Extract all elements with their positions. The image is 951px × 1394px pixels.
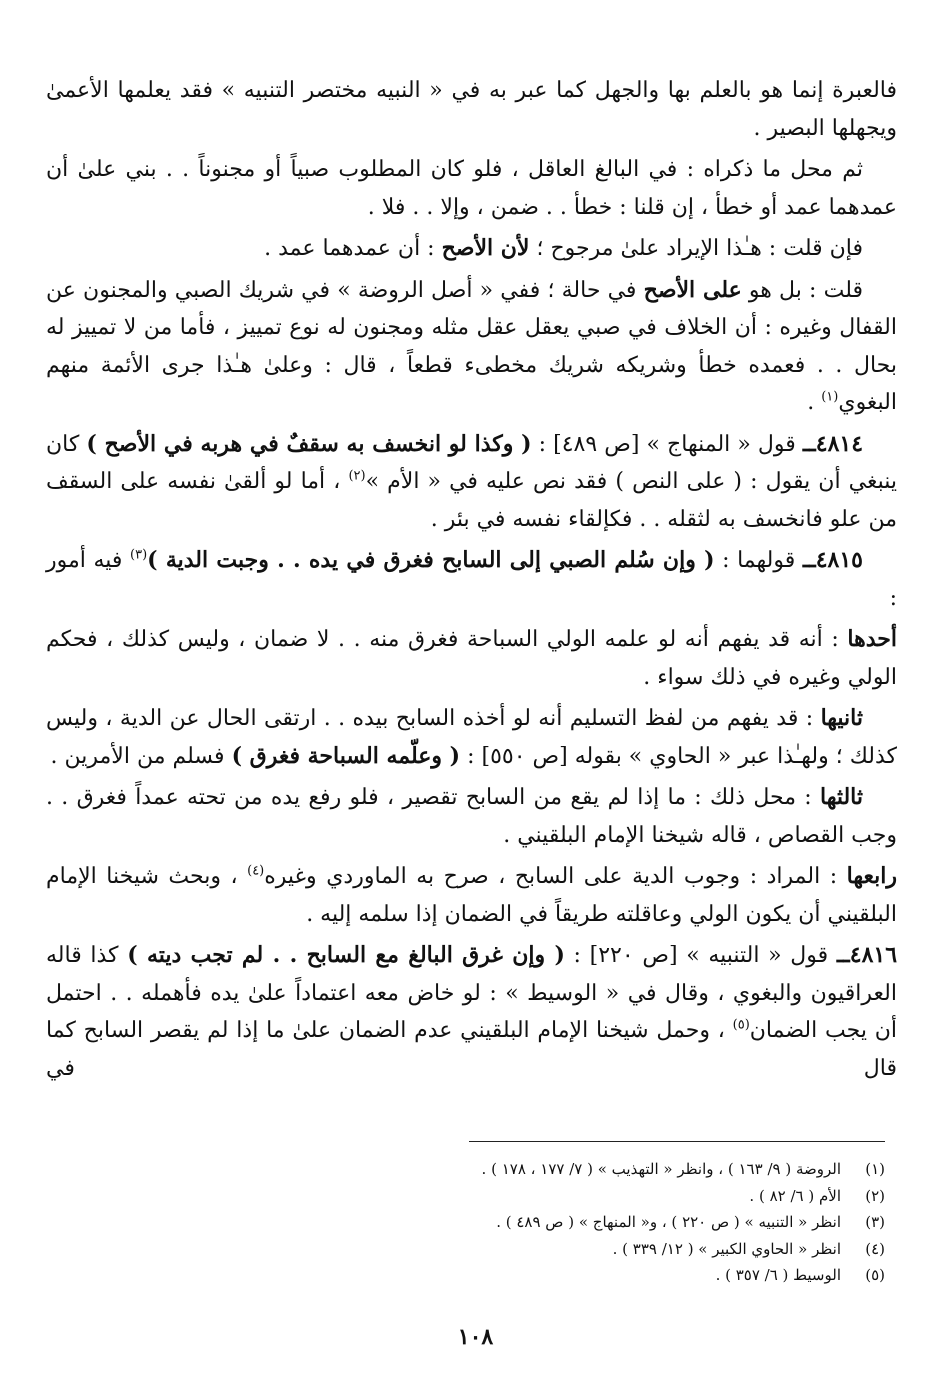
footnote-text: انظر « الحاوي الكبير » ( ١٢/ ٣٣٩ ) .	[612, 1239, 841, 1258]
footnote-text: الأم ( ٦/ ٨٢ ) .	[749, 1186, 841, 1205]
footnotes	[245, 1156, 885, 1289]
bold-text-run: رابعها	[846, 863, 897, 889]
paragraph	[46, 72, 897, 147]
text-run: قول « التنبيه » [ص ٢٢٠] :	[564, 943, 837, 968]
bold-text-run: أحدها	[847, 626, 897, 652]
text-run: قلت : بل هو	[741, 277, 863, 303]
footnote	[245, 1262, 885, 1289]
footnote	[245, 1209, 885, 1236]
footnote-reference: (٥)	[732, 1017, 750, 1033]
text-run: ، وحمل شيخنا الإمام البلقيني عدم الضمان علىٰ ما إذا لم يقصر السابح كما قال في	[46, 1018, 897, 1081]
footnote-number: (٢)	[865, 1186, 885, 1205]
bold-text-run: ( وإن سُلم الصبي إلى السابح فغرق في يده . . وجبت الدية )	[147, 547, 715, 573]
main-text	[46, 72, 897, 1091]
text-run: : أنه قد يفهم أنه لو علمه الولي السباحة فغرق منه . . لا ضمان ، وليس كذلك ، فحكم الولي وغيره في ذلك سواء .	[46, 627, 897, 690]
footnote	[245, 1236, 885, 1263]
paragraph	[46, 272, 897, 422]
text-run: : المراد : وجوب الدية على السابح ، صرح به الماوردي وغيره	[264, 864, 847, 889]
text-run: فيه أمور :	[46, 548, 897, 611]
text-run: قولهما :	[714, 548, 803, 573]
bold-text-run: ( وإن غرق البالغ مع السابح . . لم تجب ديته )	[127, 942, 565, 968]
paragraph	[46, 779, 897, 854]
text-run: فسلم من الأمرين .	[50, 743, 232, 769]
footnote-text: الروضة ( ٩/ ١٦٣ ) ، وانظر « التهذيب » ( ٧/ ١٧٧ ، ١٧٨ ) .	[481, 1160, 841, 1178]
footnote-number: (١)	[865, 1160, 885, 1178]
footnote	[245, 1156, 885, 1183]
paragraph	[46, 426, 897, 539]
text-run: ثم محل ما ذكراه : في البالغ العاقل ، فلو كان المطلوب صبياً أو مجنوناً . . بني علىٰ أن عمدهما عمد أو خطأ ، إن قلنا : خطأ . . ضمن ، وإلا . . فلا .	[46, 157, 897, 220]
bold-text-run: ثانيها	[820, 705, 863, 731]
bold-text-run: ٤٨١٥ــ	[802, 547, 863, 573]
footnote	[245, 1183, 885, 1210]
paragraph	[46, 621, 897, 696]
text-run: .	[807, 390, 822, 415]
bold-text-run: ٤٨١٦ــ	[836, 942, 898, 968]
footnote-number: (٤)	[865, 1239, 885, 1258]
page-number: ١٠٨	[457, 1324, 494, 1350]
text-run: قول « المنهاج » [ص ٤٨٩] :	[531, 431, 803, 457]
paragraph	[46, 542, 897, 617]
footnote-text: الوسيط ( ٦/ ٣٥٧ ) .	[715, 1266, 841, 1284]
footnote-reference: (٤)	[247, 863, 265, 879]
footnote-reference: (١)	[821, 389, 839, 405]
footnote-reference: (٣)	[130, 547, 148, 563]
paragraph	[46, 937, 897, 1087]
bold-text-run: لأن الأصح	[441, 235, 530, 261]
text-run: في حالة ؛ ففي « أصل الروضة » في شريك الصبي والمجنون عن القفال وغيره : أن الخلاف في صبي يعقل عقل مثله ومجنون له نوع تمييز ، فأما من لا تمييز له بحال . . فعمده خطأ وشريكه شريك مخطىء قطعاً ، قال : وعلىٰ هـٰذا جرى الأئمة منهم البغوي	[46, 277, 897, 415]
footnote-number: (٣)	[865, 1213, 885, 1231]
paragraph	[46, 700, 897, 775]
paragraph	[46, 151, 897, 226]
footnote-text: انظر « التنبيه » ( ص ٢٢٠ ) ، و« المنهاج » ( ص ٤٨٩ ) .	[496, 1213, 841, 1231]
bold-text-run: ( وكذا لو انخسف به سقفٌ في هربه في الأصح )	[86, 430, 532, 457]
text-run: كان ينبغي أن يقول : ( على النص ) فقد نص عليه في « الأم »	[46, 431, 898, 494]
bold-text-run: ٤٨١٤ــ	[802, 430, 864, 457]
text-run: فالعبرة إنما هو بالعلم بها والجهل كما عبر به في « النبيه مختصر التنبيه » فقد يعلمها الأعمىٰ ويجهلها البصير .	[46, 78, 897, 141]
text-run: كذا قاله العراقيون والبغوي ، وقال في « الوسيط » : لو خاض معه اعتماداً علىٰ يده فأهمله . . احتمل أن يجب الضمان	[46, 943, 897, 1043]
footnote-separator	[469, 1141, 885, 1142]
text-run: فإن قلت : هـٰذا الإيراد علىٰ مرجوح ؛	[529, 236, 863, 261]
footnote-reference: (٢)	[348, 468, 366, 484]
bold-text-run: ( وعلّمه السباحة فغرق )	[231, 742, 461, 769]
paragraph	[46, 858, 897, 933]
bold-text-run: ثالثها	[819, 784, 863, 810]
text-run: ، وبحث شيخنا الإمام البلقيني أن يكون الولي وعاقلته طريقاً في الضمان إذا سلمه إليه .	[46, 864, 897, 927]
text-run: : أن عمدهما عمد .	[264, 236, 442, 261]
footnote-number: (٥)	[865, 1266, 885, 1284]
paragraph	[46, 230, 897, 268]
text-run: : قد يفهم من لفظ التسليم أنه لو أخذه السابح بيده . . ارتقى الحال عن الدية ، وليس كذلك ؛ ولهـٰذا عبر « الحاوي » بقوله [ص ٥٥٠] :	[46, 706, 897, 769]
text-run: : محل ذلك : ما إذا لم يقع من السابح تقصير ، فلو رفع يده من تحته عمداً فغرق . . وجب القصاص ، قاله شيخنا الإمام البلقيني .	[46, 785, 897, 848]
text-run: ، أما لو ألقىٰ نفسه على السقف من علو فانخسف به لثقله . . فكإلقاء نفسه في بئر .	[46, 469, 897, 532]
bold-text-run: على الأصح	[643, 276, 742, 303]
